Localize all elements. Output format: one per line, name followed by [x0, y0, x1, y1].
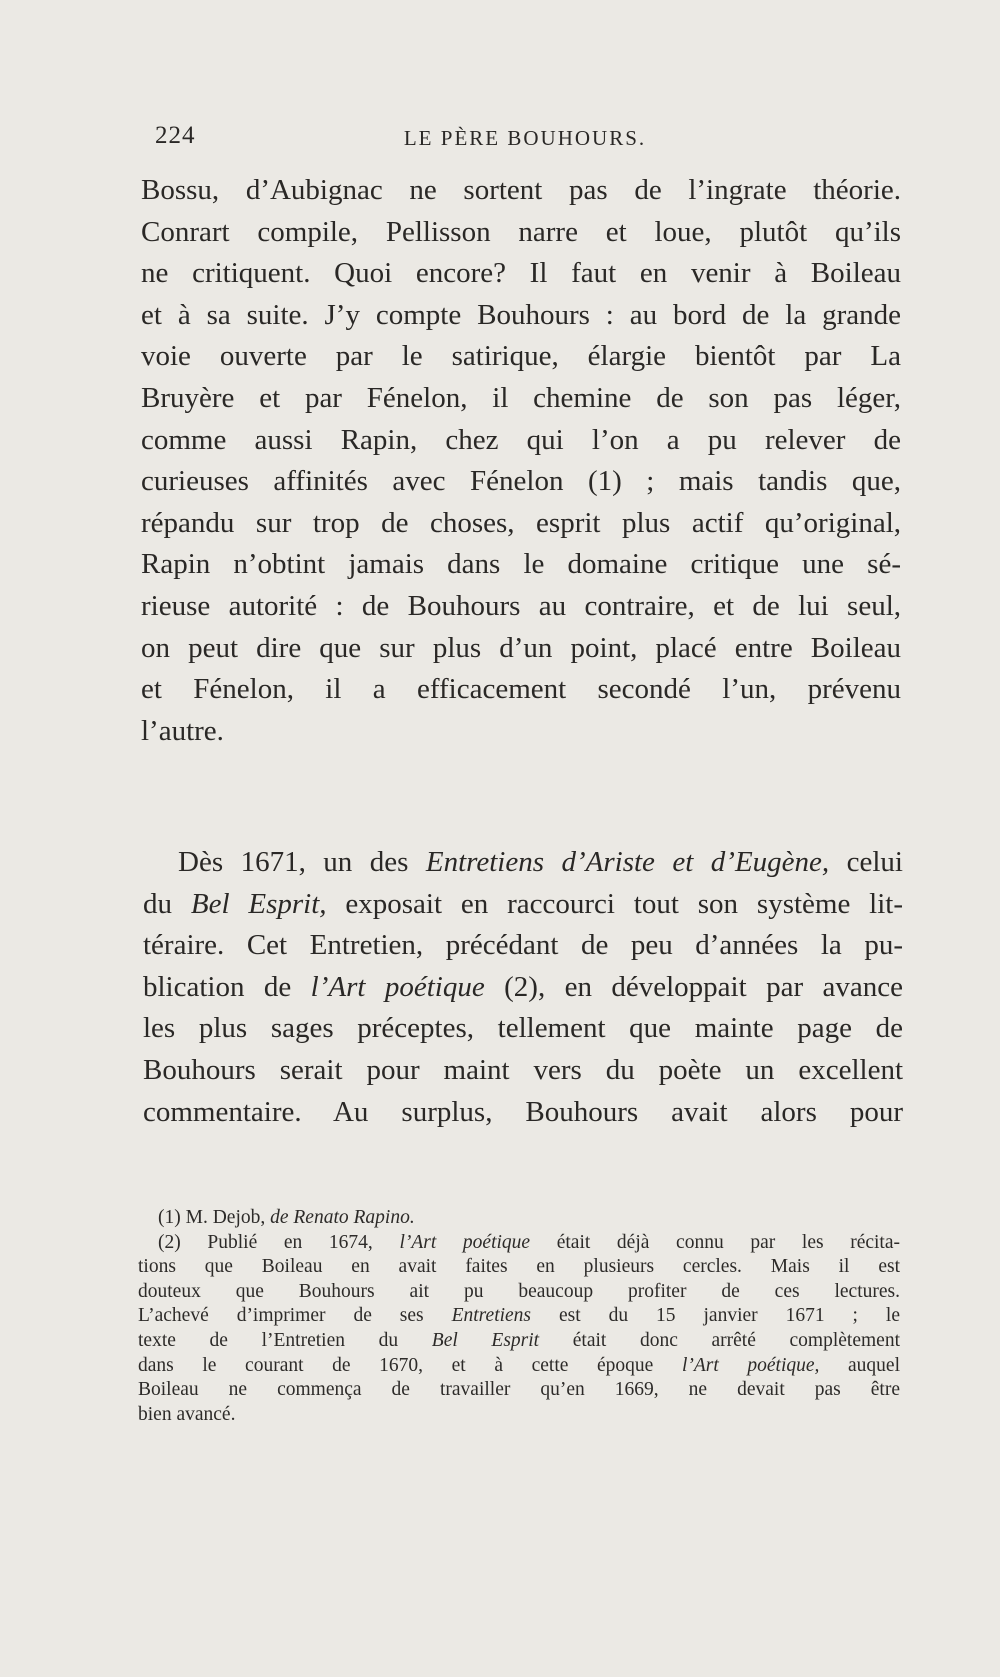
- text-line: ne critiquent. Quoi encore? Il faut en venir à Boileau: [141, 257, 901, 290]
- footnote-2-line: douteux que Bouhours ait pu beaucoup profiter de ces lectures.: [138, 1280, 900, 1302]
- text-run: auquel: [819, 1354, 900, 1376]
- text-line: [143, 967, 903, 1009]
- footnote-title: Bel Esprit: [431, 1329, 540, 1351]
- footnote-2-line: [138, 1231, 900, 1256]
- text-line: Rapin n’obtint jamais dans le domaine critique une sé-: [141, 548, 901, 581]
- running-title: LE PÈRE BOUHOURS.: [403, 126, 647, 150]
- text-line: [143, 884, 903, 926]
- text-line: téraire. Cet Entretien, précédant de peu d’années la pu-: [143, 929, 903, 962]
- footnote-title: Entretiens: [451, 1305, 532, 1327]
- running-head: [155, 122, 895, 158]
- text-line: Bruyère et par Fénelon, il chemine de son pas léger,: [141, 381, 901, 414]
- text-run: celui: [829, 846, 903, 878]
- text-run: blication de: [143, 970, 311, 1003]
- footnote-title: l’Art poétique,: [681, 1354, 820, 1376]
- text-run: était donc arrêté complètement: [539, 1329, 900, 1351]
- text-run: dans le courant de 1670, et à cette époque: [138, 1354, 682, 1376]
- text-line: [143, 842, 903, 884]
- title-entretiens: Entretiens d’Ariste et d’Eugène,: [425, 846, 830, 878]
- footnote-2-line: [138, 1304, 900, 1329]
- text-line: commentaire. Au surplus, Bouhours avait alors pour: [143, 1095, 903, 1128]
- title-bel-esprit: Bel Esprit,: [190, 887, 327, 920]
- text-run: L’achevé d’imprimer de ses: [138, 1305, 452, 1327]
- text-line: et Fénelon, il a efficacement secondé l’un, prévenu: [141, 673, 901, 706]
- text-run: Dès 1671, un des: [178, 846, 426, 878]
- footnote-title: de Renato Rapino.: [270, 1207, 415, 1228]
- text-line: on peut dire que sur plus d’un point, placé entre Boileau: [141, 631, 901, 664]
- text-run: texte de l’Entretien du: [138, 1329, 432, 1351]
- text-run: (2), en développait par avance: [484, 970, 903, 1003]
- footnote-2-line: tions que Boileau en avait faites en plusieurs cercles. Mais il est: [138, 1256, 900, 1278]
- footnote-title: l’Art poétique: [399, 1231, 531, 1253]
- text-line: rieuse autorité : de Bouhours au contraire, et de lui seul,: [141, 589, 901, 622]
- footnotes: [138, 1206, 900, 1427]
- footnote-2-line: [138, 1329, 900, 1354]
- text-run: est du 15 janvier 1671 ; le: [531, 1305, 900, 1327]
- text-run: (1) M. Dejob,: [158, 1207, 271, 1228]
- footnote-2-line: [138, 1354, 900, 1379]
- footnote-2-line: bien avancé.: [138, 1403, 236, 1425]
- footnote-1: [138, 1206, 900, 1231]
- text-run: était déjà connu par les récita-: [530, 1231, 900, 1253]
- text-line: et à sa suite. J’y compte Bouhours : au bord de la grande: [141, 298, 901, 331]
- text-line: les plus sages préceptes, tellement que mainte page de: [143, 1012, 903, 1045]
- text-line: l’autre.: [141, 714, 224, 747]
- text-line: voie ouverte par le satirique, élargie bientôt par La: [141, 340, 901, 373]
- text-line: Bossu, d’Aubignac ne sortent pas de l’ingrate théorie.: [141, 174, 901, 206]
- text-run: (2) Publié en 1674,: [158, 1231, 400, 1253]
- text-line: Bouhours serait pour maint vers du poète un excellent: [143, 1053, 903, 1086]
- page-number: 224: [155, 122, 196, 149]
- text-run: exposait en raccourci tout son système lit-: [326, 887, 904, 920]
- text-line: Conrart compile, Pellisson narre et loue, plutôt qu’ils: [141, 215, 901, 248]
- text-line: répandu sur trop de choses, esprit plus actif qu’original,: [141, 506, 901, 539]
- footnote-2-line: Boileau ne commença de travailler qu’en 1669, ne devait pas être: [138, 1379, 900, 1401]
- text-run: du: [143, 887, 191, 920]
- text-line: comme aussi Rapin, chez qui l’on a pu relever de: [141, 423, 901, 456]
- text-line: curieuses affinités avec Fénelon (1) ; mais tandis que,: [141, 465, 901, 498]
- paragraph-2: [143, 842, 903, 1133]
- paragraph-1: [141, 170, 901, 752]
- title-art-poetique: l’Art poétique: [310, 970, 485, 1003]
